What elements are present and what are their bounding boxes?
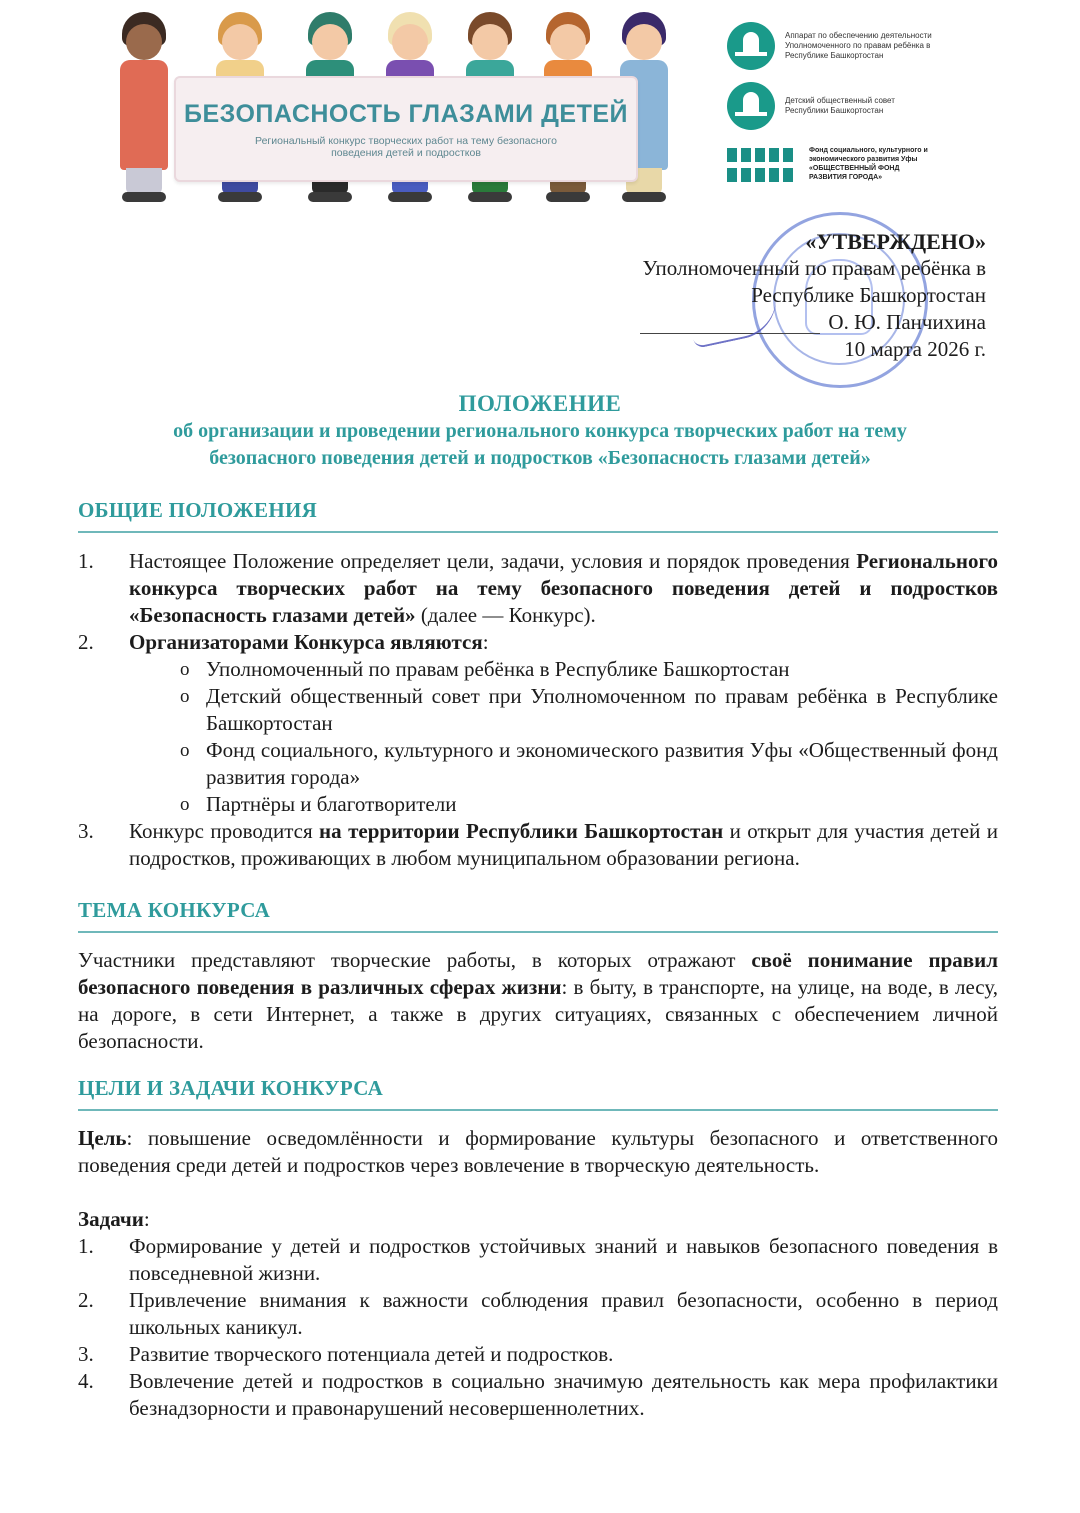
item-text: (далее — Конкурс). bbox=[415, 603, 596, 627]
section-heading-theme: ТЕМА КОНКУРСА bbox=[78, 898, 998, 933]
goal-paragraph bbox=[78, 1125, 998, 1179]
bullet-icon: o bbox=[180, 794, 190, 815]
banner-subtitle: Региональный конкурс творческих работ на тему безопасного поведения детей и подростков bbox=[255, 135, 557, 159]
tasks-label: Задачи bbox=[78, 1207, 144, 1231]
item-text: и открыт для участия детей и подростков, проживающих в любом муниципальном образовании региона. bbox=[129, 819, 998, 870]
document-subtitle: об организации и проведении регионального конкурса творческих работ на тему bbox=[173, 420, 907, 442]
theme-paragraph bbox=[78, 947, 998, 1055]
item-text-bold: Регионального конкурса творческих работ на тему безопасного поведения детей и подростков «Безопасность глазами детей» bbox=[129, 549, 998, 627]
organizer-item bbox=[180, 737, 998, 791]
contest-banner bbox=[112, 8, 692, 208]
approval-title: «УТВЕРЖДЕНО» bbox=[805, 229, 986, 254]
goal-text: : повышение осведомлённости и формирование культуры безопасного и ответственного поведения среди детей и подростков через вовлечение в творческую деятельность. bbox=[78, 1126, 998, 1177]
document-subtitle: безопасного поведения детей и подростков «Безопасность глазами детей» bbox=[209, 447, 871, 469]
approval-line: Республике Башкортостан bbox=[751, 283, 986, 307]
task-item bbox=[78, 1233, 998, 1287]
office-logo-text: Аппарат по обеспечению деятельности Уполномоченного по правам ребёнка в Республике Башкортостан bbox=[785, 31, 932, 60]
organizer-text: Детский общественный совет при Уполномоченном по правам ребёнка в Республике Башкортостан bbox=[206, 684, 998, 735]
item-text-bold: на территории Республики Башкортостан bbox=[319, 819, 724, 843]
organizer-text: Уполномоченный по правам ребёнка в Республике Башкортостан bbox=[206, 657, 790, 681]
approval-date: 10 марта 2026 г. bbox=[844, 337, 986, 361]
item-number: 2. bbox=[78, 630, 94, 654]
list-item bbox=[78, 818, 998, 872]
organizer-item bbox=[180, 683, 998, 737]
approval-line: Уполномоченный по правам ребёнка в bbox=[642, 256, 986, 280]
approval-signer: О. Ю. Панчихина bbox=[828, 310, 986, 334]
approval-block bbox=[643, 228, 987, 363]
paragraph-text: Участники представляют творческие работы, в которых отражают bbox=[78, 948, 752, 972]
task-item bbox=[78, 1341, 998, 1368]
item-text: : bbox=[482, 630, 489, 654]
fund-emblem-icon bbox=[727, 144, 799, 184]
office-logo bbox=[727, 22, 975, 70]
item-number: 4. bbox=[78, 1369, 94, 1393]
item-number: 1. bbox=[78, 1234, 94, 1258]
bullet-icon: o bbox=[180, 686, 190, 707]
item-text: Настоящее Положение определяет цели, задачи, условия и порядок проведения bbox=[129, 549, 857, 573]
organizer-item bbox=[180, 656, 998, 683]
banner-title: БЕЗОПАСНОСТЬ ГЛАЗАМИ ДЕТЕЙ bbox=[184, 100, 628, 128]
task-text: Вовлечение детей и подростков в социально значимую деятельность как мера профилактики безнадзорности и правонарушений несовершеннолетних. bbox=[129, 1369, 998, 1420]
task-text: Привлечение внимания к важности соблюдения правил безопасности, особенно в период школьных каникул. bbox=[129, 1288, 998, 1339]
council-logo-text: Детский общественный совет Республики Башкортостан bbox=[785, 96, 895, 115]
item-number: 2. bbox=[78, 1288, 94, 1312]
tree-emblem-icon bbox=[727, 22, 775, 70]
paragraph-text-bold: своё понимание правил безопасного поведения в различных сферах жизни bbox=[78, 948, 998, 999]
bullet-icon: o bbox=[180, 659, 190, 680]
item-text: Конкурс проводится bbox=[129, 819, 320, 843]
organizer-text: Партнёры и благотворители bbox=[206, 792, 457, 816]
task-item bbox=[78, 1368, 998, 1422]
tree-emblem-icon bbox=[727, 82, 775, 130]
section-heading-goals: ЦЕЛИ И ЗАДАЧИ КОНКУРСА bbox=[78, 1076, 998, 1111]
banner-sign bbox=[174, 76, 638, 182]
task-text: Развитие творческого потенциала детей и подростков. bbox=[129, 1342, 614, 1366]
item-number: 1. bbox=[78, 549, 94, 573]
child-illustration bbox=[112, 8, 176, 204]
list-item bbox=[78, 629, 998, 656]
organizer-text: Фонд социального, культурного и экономического развития Уфы «Общественный фонд развития города» bbox=[206, 738, 998, 789]
task-text: Формирование у детей и подростков устойчивых знаний и навыков безопасного поведения в повседневной жизни. bbox=[129, 1234, 998, 1285]
section-heading-general: ОБЩИЕ ПОЛОЖЕНИЯ bbox=[78, 498, 998, 533]
tasks-colon: : bbox=[143, 1207, 150, 1231]
document-title-block bbox=[0, 390, 1080, 472]
paragraph-text: : в быту, в транспорте, на улице, на воде, в лесу, на дороге, в сети Интернет, а также в других ситуациях, связанных с обеспечением личной безопасности. bbox=[78, 975, 998, 1053]
item-number: 3. bbox=[78, 1342, 94, 1366]
item-number: 3. bbox=[78, 819, 94, 843]
task-item bbox=[78, 1287, 998, 1341]
list-item bbox=[78, 548, 998, 629]
fund-logo bbox=[727, 144, 939, 184]
document-title: ПОЛОЖЕНИЕ bbox=[458, 391, 622, 416]
item-text-bold: Организаторами Конкурса являются bbox=[129, 630, 483, 654]
bullet-icon: o bbox=[180, 740, 190, 761]
fund-logo-text: Фонд социального, культурного и экономического развития Уфы «ОБЩЕСТВЕННЫЙ ФОНД РАЗВИТИЯ ГОРОДА» bbox=[809, 147, 928, 181]
goal-label: Цель bbox=[78, 1126, 127, 1150]
tasks-label-line bbox=[78, 1206, 998, 1233]
organizer-item bbox=[180, 791, 998, 818]
council-logo bbox=[727, 82, 935, 130]
